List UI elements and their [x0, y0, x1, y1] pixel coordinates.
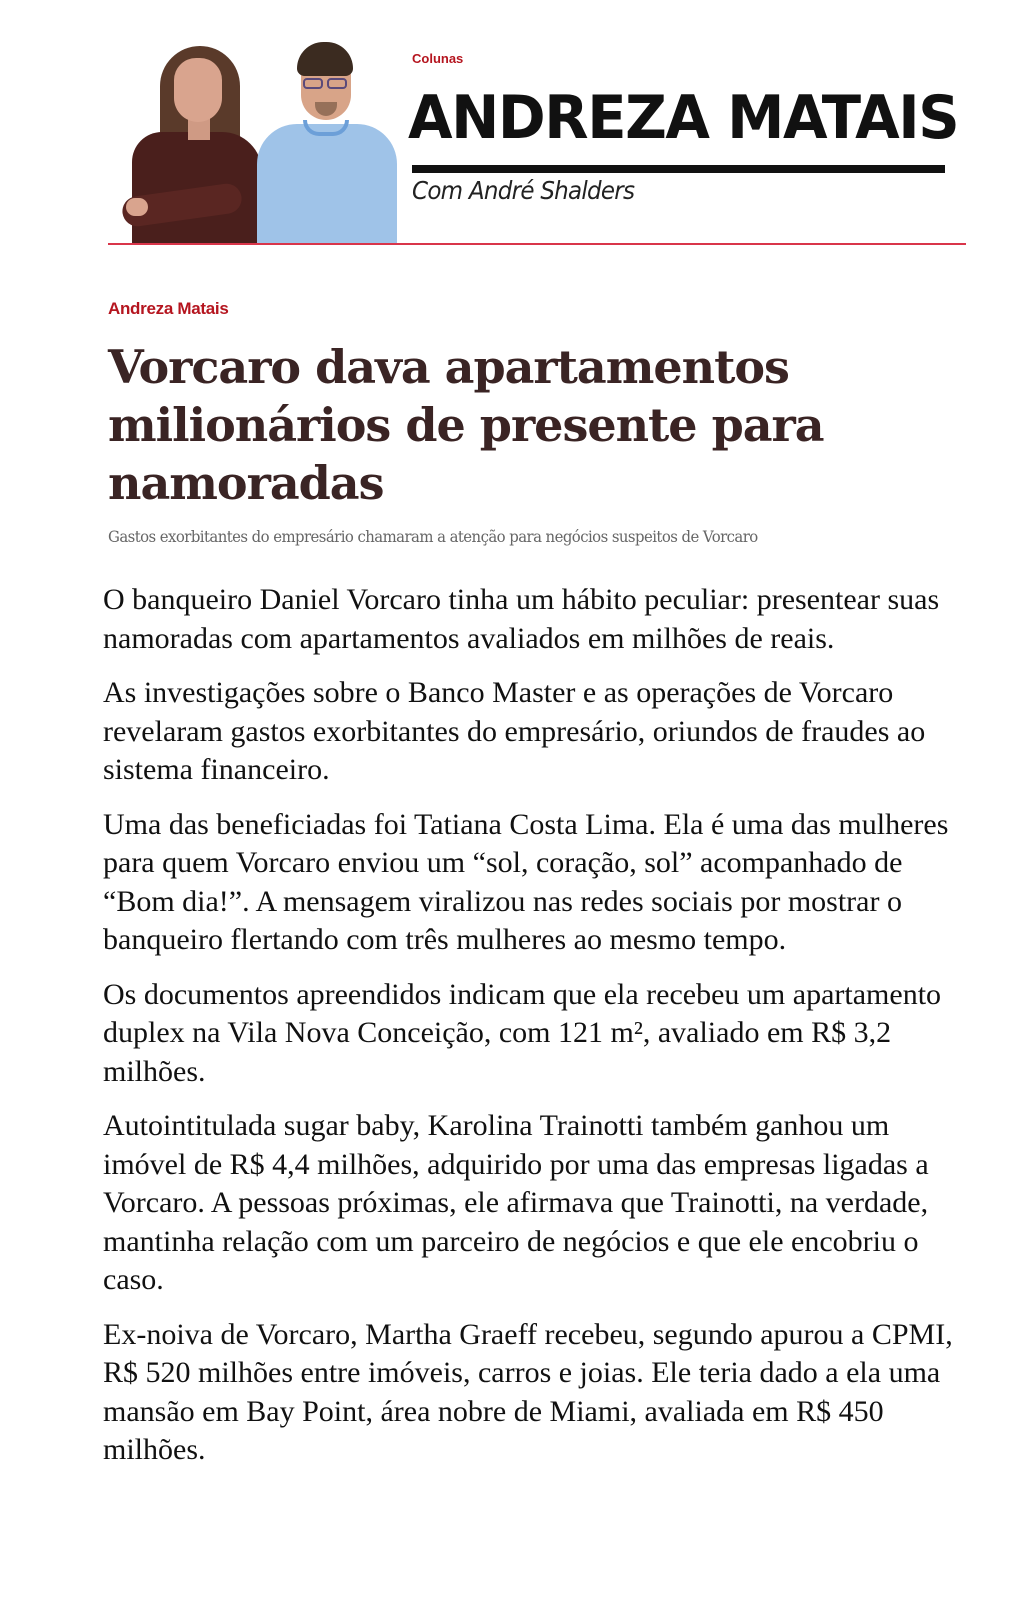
masthead-divider: [412, 165, 945, 173]
torso-shape: [257, 124, 397, 245]
hair-shape: [297, 42, 353, 76]
paragraph: Os documentos apreendidos indicam que ela recebeu um apartamento duplex na Vila Nova Conceição, com 121 m², avaliado em R$ 3,2 milhões.: [103, 977, 942, 1088]
banner-divider: [108, 243, 966, 245]
paragraph: As investigações sobre o Banco Master e as operações de Vorcaro revelaram gastos exorbitantes do empresário, oriundos de fraudes ao sistema financeiro.: [103, 676, 926, 786]
article-headline: Vorcaro dava apartamentos milionários de presente para namoradas: [108, 340, 824, 510]
photo-andre-shalders: [257, 40, 397, 245]
column-banner: [0, 0, 1036, 250]
paragraph: Uma das beneficiadas foi Tatiana Costa Lima. Ela é uma das mulheres para quem Vorcaro enviou um “sol, coração, sol” acompanhado de “Bom dia!”. A mensagem viralizou nas redes sociais por mostrar o banqueiro flertando com três mulheres ao mesmo tempo.: [103, 807, 949, 956]
section-link-colunas[interactable]: Colunas: [412, 51, 464, 66]
co-author-line: Com André Shalders: [412, 176, 635, 205]
hand-shape: [126, 198, 148, 216]
columnists-photo: [122, 40, 397, 245]
photo-andreza-matais: [122, 40, 262, 245]
paragraph: Ex-noiva de Vorcaro, Martha Graeff recebeu, segundo apurou a CPMI, R$ 520 milhões entre imóveis, carros e joias. Ele teria dado a ela uma mansão em Bay Point, área nobre de Miami, avaliada em R$ 450 milhões.: [103, 1317, 953, 1466]
glasses-icon: [301, 78, 351, 90]
article-body: [103, 581, 973, 1486]
column-title: ANDREZA MATAIS: [408, 83, 959, 153]
author-link[interactable]: Andreza Matais: [108, 299, 229, 318]
paragraph: O banqueiro Daniel Vorcaro tinha um hábito peculiar: presentear suas namoradas com apartamentos avaliados em milhões de reais.: [103, 583, 940, 655]
face-shape: [174, 58, 222, 122]
paragraph: Autointitulada sugar baby, Karolina Trainotti também ganhou um imóvel de R$ 4,4 milhões, adquirido por uma das empresas ligadas a Vorcaro. A pessoas próximas, ele afirmava que Trainotti, na verdade, mantinha relação com um parceiro de negócios e que ele encobriu o caso.: [103, 1109, 929, 1296]
article-dek: Gastos exorbitantes do empresário chamaram a atenção para negócios suspeitos de Vorcaro: [108, 527, 758, 546]
